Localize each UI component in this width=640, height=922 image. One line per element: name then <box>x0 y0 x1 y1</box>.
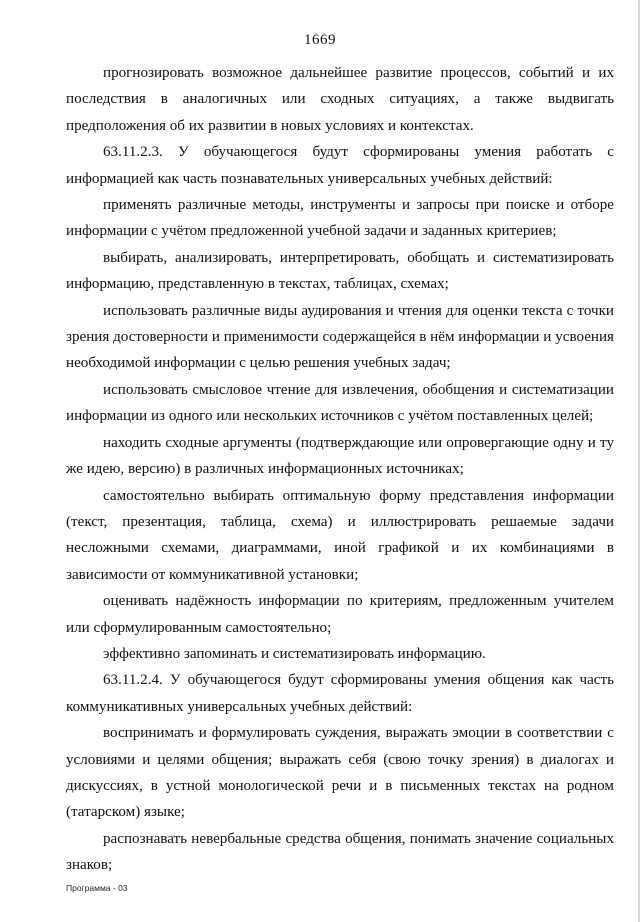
list-item-listening-reading: использовать различные виды аудирования и чтения для оценки текста с точки зрения достоверности и применимости содержащейся в нём информации и усвоения необходимой информации с целью решения учебных задач; <box>66 302 614 372</box>
list-item-nonverbal-communication: распознавать невербальные средства общения, понимать значение социальных знаков; <box>66 830 614 874</box>
list-item-formulate-judgments: воспринимать и формулировать суждения, выражать эмоции в соответствии с условиями и целями общения; выражать себя (свою точку зрения) в диалогах и дискуссиях, в устной монологической речи и в письменных текстах на родном (татарском) языке; <box>66 725 614 821</box>
section-63-11-2-3-heading: 63.11.2.3. У обучающегося будут сформированы умения работать с информацией как часть познавательных универсальных учебных действий: <box>66 144 614 187</box>
list-item-choose-presentation-form: самостоятельно выбирать оптимальную форму представления информации (текст, презентация, таблица, схема) и иллюстрировать решаемые задачи несложными схемами, диаграммами, иной графикой и их комбинациями в зависимости от коммуникативной установки; <box>66 487 614 583</box>
list-item-memorize-information: эффективно запоминать и систематизировать информацию. <box>103 645 486 662</box>
list-item-semantic-reading: использовать смысловое чтение для извлечения, обобщения и систематизации информации из одного или нескольких источников с учётом поставленных целей; <box>66 381 614 425</box>
list-item-apply-methods: применять различные методы, инструменты и запросы при поиске и отборе информации с учётом предложенной учебной задачи и заданных критериев; <box>66 197 614 240</box>
list-item-evaluate-reliability: оценивать надёжность информации по критериям, предложенным учителем или сформулированным самостоятельно; <box>66 593 614 636</box>
document-body <box>66 60 614 879</box>
list-item-find-arguments: находить сходные аргументы (подтверждающие или опровергающие одну и ту же идею, версию) в различных информационных источниках; <box>66 434 614 478</box>
list-item-analyze-information: выбирать, анализировать, интерпретировать, обобщать и систематизировать информацию, представленную в текстах, таблицах, схемах; <box>66 249 614 293</box>
page-footer: Программа - 03 <box>66 883 128 893</box>
section-63-11-2-4-heading: 63.11.2.4. У обучающегося будут сформированы умения общения как часть коммуникативных универсальных учебных действий: <box>66 672 614 715</box>
paragraph-forecasting: прогнозировать возможное дальнейшее развитие процессов, событий и их последствия в аналогичных или сходных ситуациях, а также выдвигать предположения об их развитии в новых условиях и контекстах. <box>66 65 614 134</box>
page-number: 1669 <box>304 32 336 48</box>
